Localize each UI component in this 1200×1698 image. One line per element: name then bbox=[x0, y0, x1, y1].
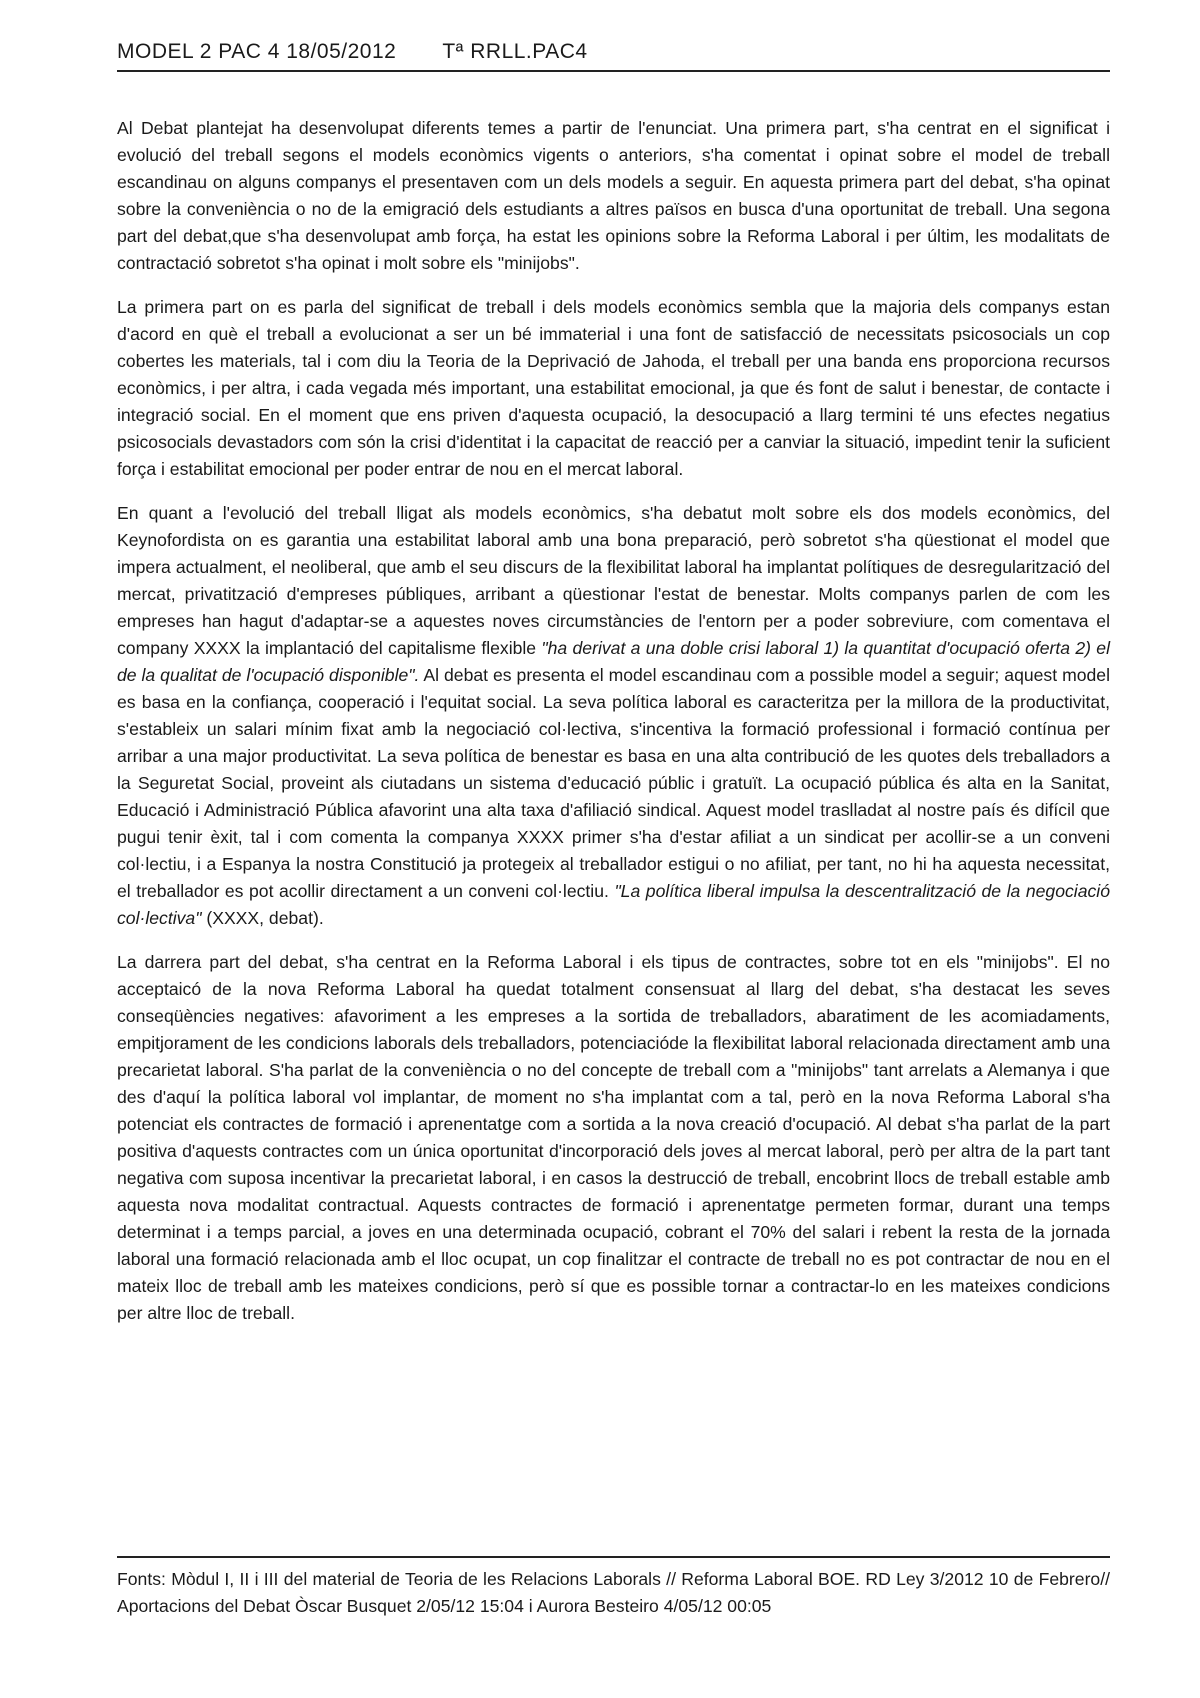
paragraph-economic-models bbox=[117, 500, 1110, 932]
paragraph-work-meaning: La primera part on es parla del significat de treball i dels models econòmics sembla que la majoria dels companys estan d'acord en què el treball a evolucionat a ser un bé immaterial i una font de satisfacció de necessitats psicosocials un cop cobertes les materials, tal i com diu la Teoria de la Deprivació de Jahoda, el treball per una banda ens proporciona recursos econòmics, i per altra, i cada vegada més important, una estabilitat emocional, ja que és font de salut i benestar, de contacte i integració social. En el moment que ens priven d'aquesta ocupació, la desocupació a llarg termini té uns efectes negatius psicosocials devastadors com són la crisi d'identitat i la capacitat de reacció per a canviar la situació, impedint tenir la suficient força i estabilitat emocional per poder entrar de nou en el mercat laboral. bbox=[117, 297, 1110, 479]
paragraph-labour-reform: La darrera part del debat, s'ha centrat en la Reforma Laboral i els tipus de contractes, sobre tot en els "minijobs". El no acceptaicó de la nova Reforma Laboral ha quedat totalment consensuat al llarg del debat, s'ha destacat les seves conseqüències negatives: afavoriment a les empreses a la sortida de treballadors, abaratiment de les acomiadaments, empitjorament de les condicions laborals dels treballadors, potenciacióde la flexibilitat laboral relacionada directament amb una precarietat laboral. S'ha parlat de la conveniència o no del concepte de treball com a "minijobs" tant arrelats a Alemanya i que des d'aquí la política laboral vol implantar, de moment no s'ha implantat com a tal, però en la nova Reforma Laboral s'ha potenciat els contractes de formació i aprenentatge com a sortida a la nova creació d'ocupació. Al debat s'ha parlat de la part positiva d'aquests contractes com un única oportunitat d'incorporació dels joves al mercat laboral, però per altra de la part tant negativa com suposa incentivar la precarietat laboral, i en casos la destrucció de treball, encobrint llocs de treball estable amb aquesta nova modalitat contractual. Aquests contractes de formació i aprenentatge permeten formar, durant una temps determinat i a temps parcial, a joves en una determinada ocupació, cobrant el 70% del salari i rebent la resta de la jornada laboral una formació relacionada amb el lloc ocupat, un cop finalitzar el contracte de treball no es pot contractar de nou en el mateix lloc de treball amb les mateixes condicions, però sí que es possible tornar a contractar-lo en les mateixes condicions per altre lloc de treball. bbox=[117, 952, 1110, 1323]
quote-liberal-policy: "La política liberal impulsa la descentralització de la negociació col·lectiva" bbox=[117, 881, 1110, 928]
paragraph-text: En quant a l'evolució del treball lligat als models econòmics, s'ha debatut molt sobre els dos models econòmics, del Keynofordista on es garantia una estabilitat laboral amb una bona preparació, però sobretot s'ha qüestionat el model que impera actualment, el neoliberal, que amb el seu discurs de la flexibilitat laboral ha implantat polítiques de desregularització del mercat, privatització d'empreses públiques, arribant a qüestionar l'estat de benestar. Molts companys parlen de com les empreses han hagut d'adaptar-se a aquestes noves circumstàncies de l'entorn per a poder sobreviure, com comentava el company XXXX la implantació del capitalisme flexible bbox=[117, 503, 1110, 658]
header-subject: Tª RRLL.PAC4 bbox=[442, 40, 588, 63]
document-body bbox=[117, 115, 1110, 1344]
paragraph-text: Al debat es presenta el model escandinau com a possible model a seguir; aquest model es basa en la confiança, cooperació i l'equitat social. La seva política laboral es caracteritza per la millora de la productivitat, s'estableix un salari mínim fixat amb la negociació col·lectiva, s'incentiva la formació professional i formació contínua per arribar a una major productivitat. La seva política de benestar es basa en una alta contribució de les quotes dels treballadors a la Seguretat Social, proveint als ciutadans un sistema d'educació públic i gratuït. La ocupació pública és alta en la Sanitat, Educació i Administració Pública afavorint una alta taxa d'afiliació sindical. Aquest model traslladat al nostre país és difícil que pugui tenir èxit, tal i com comenta la companya XXXX primer s'ha d'estar afiliat a un sindicat per acollir-se a un conveni col·lectiu, i a Espanya la nostra Constitució ja protegeix al treballador estigui o no afiliat, per tant, no hi ha aquesta necessitat, el treballador es pot acollir directament a un conveni col·lectiu. bbox=[117, 665, 1110, 901]
quote-flexible-capitalism: "ha derivat a una doble crisi laboral 1) la quantitat d'ocupació oferta 2) el de la qualitat de l'ocupació disponible". bbox=[117, 638, 1111, 685]
page-header bbox=[117, 40, 1110, 72]
footer-sources: Fonts: Mòdul I, II i III del material de Teoria de les Relacions Laborals // Reforma Laboral BOE. RD Ley 3/2012 10 de Febrero// Aportacions del Debat Òscar Busquet 2/05/12 15:04 i Aurora Besteiro 4/05/12 00:05 bbox=[117, 1569, 1110, 1616]
citation: (XXXX, debat). bbox=[201, 908, 324, 928]
paragraph-intro: Al Debat plantejat ha desenvolupat diferents temes a partir de l'enunciat. Una primera part, s'ha centrat en el significat i evolució del treball segons el models econòmics vigents o anteriors, s'ha comentat i opinat sobre el model de treball escandinau on alguns companys el presentaven com un dels models a seguir. En aquesta primera part del debat, s'ha opinat sobre la conveniència o no de la emigració dels estudiants a altres països en busca d'una oportunitat de treball. Una segona part del debat,que s'ha desenvolupat amb força, ha estat les opinions sobre la Reforma Laboral i per últim, les modalitats de contractació sobretot s'ha opinat i molt sobre els "minijobs". bbox=[117, 118, 1110, 273]
header-model: MODEL 2 PAC 4 bbox=[117, 40, 280, 63]
header-date: 18/05/2012 bbox=[286, 40, 397, 63]
page-footer bbox=[117, 1556, 1110, 1620]
